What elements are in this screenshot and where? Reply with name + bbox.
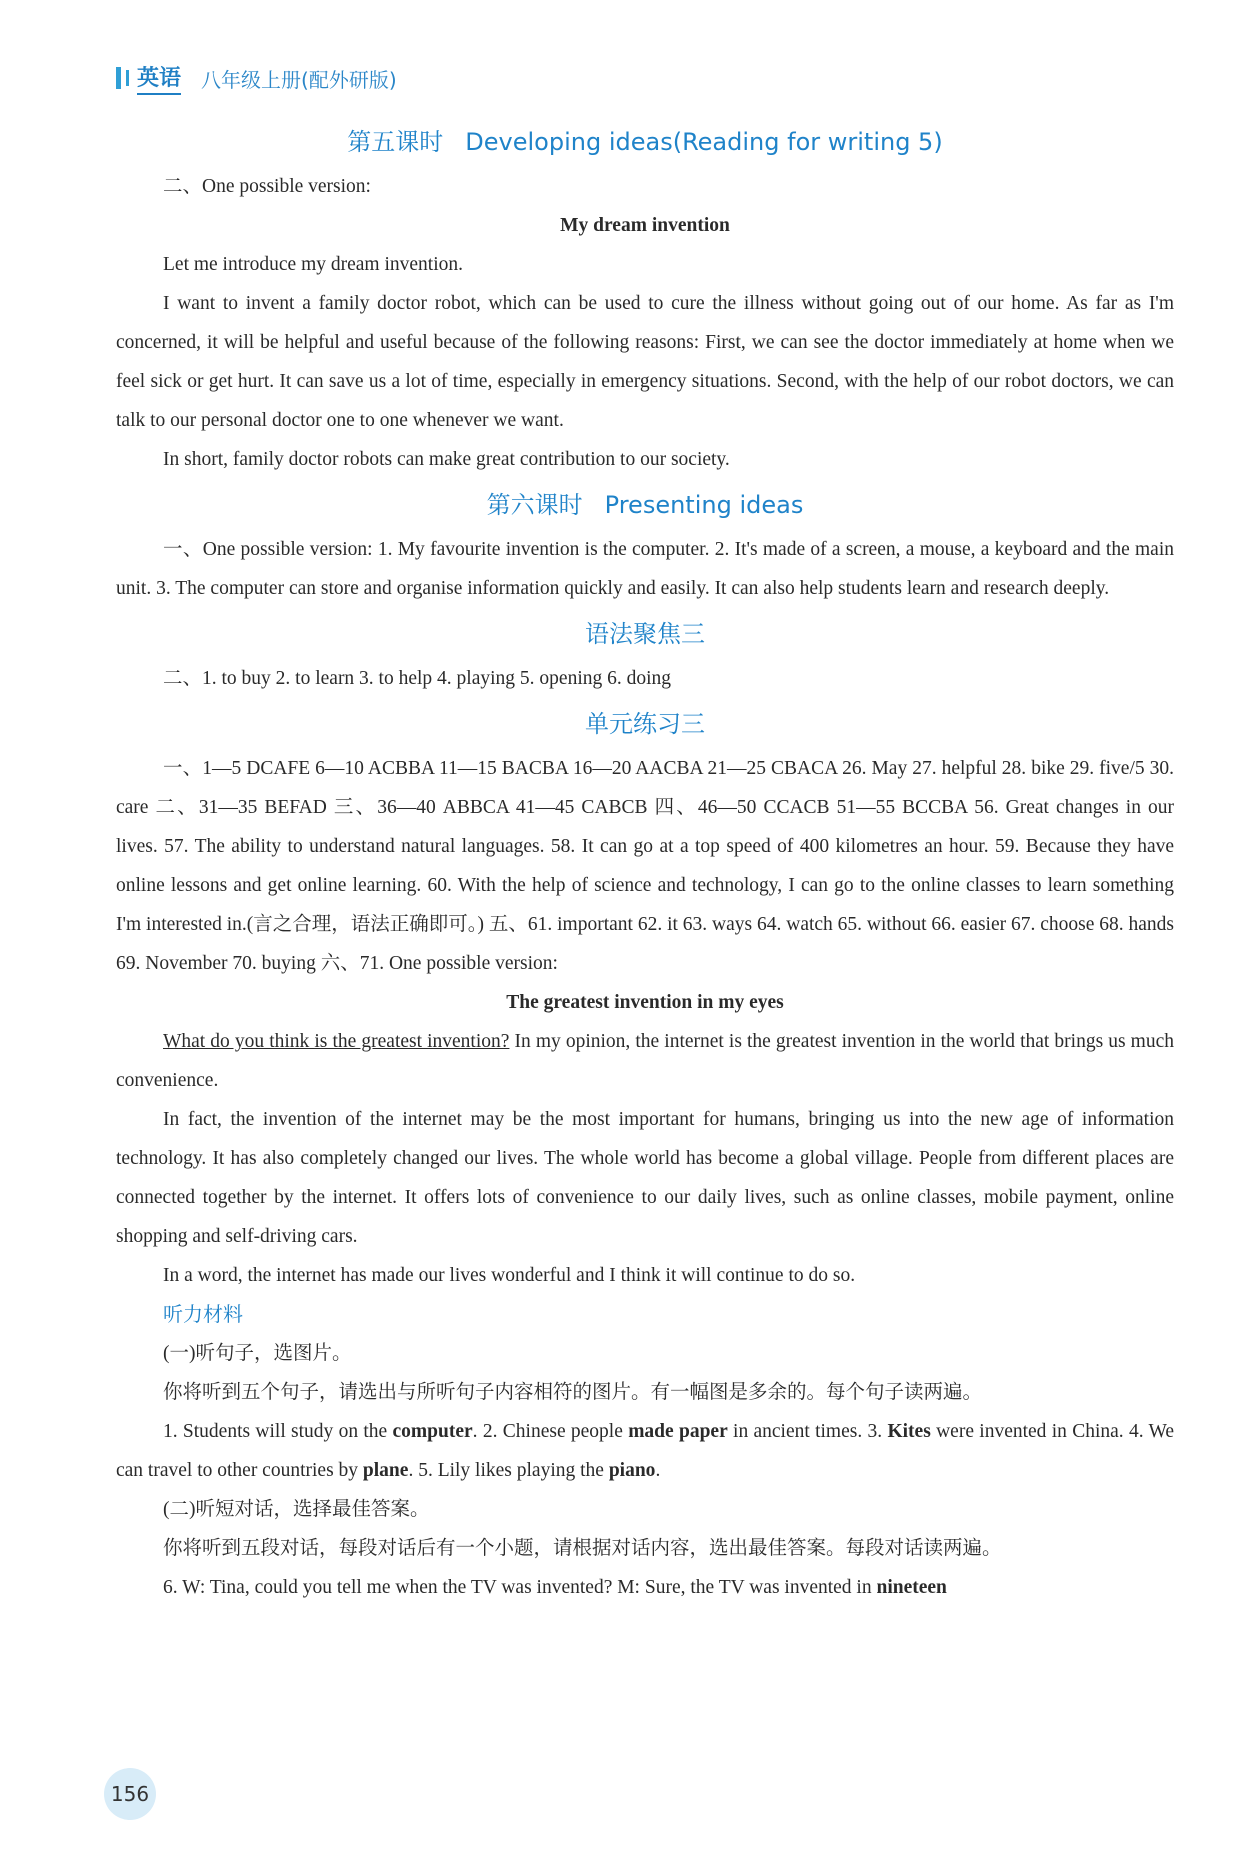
lesson5-essay-title: My dream invention: [560, 215, 730, 236]
sentence-text: were invented in China.: [930, 1421, 1129, 1442]
sentence-text: .: [472, 1421, 483, 1442]
sentence-text: .: [655, 1460, 661, 1481]
listening-part1-title: (一)听句子，选图片。: [163, 1343, 352, 1364]
keyword: nineteen: [876, 1577, 947, 1598]
lesson5-intro: 二、One possible version:: [163, 176, 371, 197]
lesson5-paragraph: In short, family doctor robots can make great contribution to our society.: [163, 449, 730, 470]
sentence-text: in ancient times.: [727, 1421, 868, 1442]
page-header: [116, 58, 1174, 98]
listening-title: 听力材料: [163, 1302, 243, 1326]
grammar-title: 语法聚焦三: [585, 620, 705, 648]
lesson5-title-cn: 第五课时: [347, 128, 444, 156]
keyword: piano: [608, 1460, 656, 1481]
sentence-text: 5. Lily likes playing the: [418, 1460, 609, 1481]
keyword: Kites: [887, 1421, 931, 1442]
sentence-text: .: [408, 1460, 419, 1481]
lesson5-title: [116, 122, 1174, 157]
keyword: made paper: [628, 1421, 728, 1442]
unit-essay-title: The greatest invention in my eyes: [506, 992, 784, 1013]
listening-part1-instructions: 你将听到五个句子，请选出与所听句子内容相符的图片。有一幅图是多余的。每个句子读两遍。: [163, 1382, 983, 1403]
listening-part2-instructions: 你将听到五段对话，每段对话后有一个小题，请根据对话内容，选出最佳答案。每段对话读两遍。: [163, 1538, 1002, 1559]
lesson5-paragraph: I want to invent a family doctor robot, which can be used to cure the illness without going out of our home. As far as I'm concerned, it will be helpful and useful because of the following reasons: First, we can see the doctor immediately at home when we feel sick or get hurt. It can save us a lot of time, especially in emergency situations. Second, with the help of our robot doctors, we can talk to our personal doctor one to one whenever we want.: [116, 293, 1174, 431]
sentence-text: 1. Students will study on the: [163, 1421, 393, 1442]
listening-q6: [116, 1568, 1174, 1607]
unit-essay-paragraph: [116, 1022, 1174, 1100]
listening-part1-sentences: [116, 1412, 1174, 1490]
sentence-text: 4. We can travel to other countries by: [116, 1421, 1175, 1481]
header-bar-icon: [126, 70, 129, 86]
keyword: plane: [362, 1460, 409, 1481]
lesson6-text: 一、One possible version: 1. My favourite invention is the computer. 2. It's made of a screen, a mouse, a keyboard and the main unit. 3. The computer can store and organise information quickly and easily. It can also help students learn and research deeply.: [116, 539, 1174, 599]
underlined-question: What do you think is the greatest invention?: [163, 1031, 510, 1052]
sentence-text: 2. Chinese people: [482, 1421, 629, 1442]
keyword: computer: [392, 1421, 473, 1442]
unit-essay-paragraph: In fact, the invention of the internet may be the most important for humans, bringing us into the new age of information technology. It has also completely changed our lives. The whole world has become a global village. People from different places are connected together by the internet. It offers lots of convenience to our daily lives, such as online classes, mobile payment, online shopping and self-driving cars.: [116, 1109, 1174, 1247]
header-bar-icon: [116, 67, 121, 89]
lesson6-title: [116, 485, 1174, 520]
lesson5-paragraph: Let me introduce my dream invention.: [163, 254, 463, 275]
grammar-answers: 二、1. to buy 2. to learn 3. to help 4. playing 5. opening 6. doing: [163, 668, 672, 689]
unit-answers: 一、1—5 DCAFE 6—10 ACBBA 11—15 BACBA 16—20 AACBA 21—25 CBACA 26. May 27. helpful 28. bike 29. five/5 30. care 二、31—35 BEFAD 三、36—40 ABBCA 41—45 CABCB 四、46—50 CCACB 51—55 BCCBA 56. Great changes in our lives. 57. The ability to understand natural languages. 58. It can go at a top speed of 400 kilometres an hour. 59. Because they have online lessons and get online learning. 60. With the help of science and technology, I can go to the online classes to learn something I'm interested in.(言之合理，语法正确即可。) 五、61. important 62. it 63. ways 64. watch 65. without 66. easier 67. choose 68. hands 69. November 70. buying 六、71. One possible version:: [116, 758, 1174, 974]
essay-first-rest: In my opinion, the internet is the greatest invention in the world that brings us much convenience.: [116, 1031, 1174, 1091]
listening-part2-title: (二)听短对话，选择最佳答案。: [163, 1499, 430, 1520]
unit-essay-paragraph: In a word, the internet has made our lives wonderful and I think it will continue to do so.: [163, 1265, 856, 1286]
subject-label: 英语: [137, 61, 181, 95]
sentence-text: 3.: [867, 1421, 888, 1442]
dialogue-text: 6. W: Tina, could you tell me when the TV was invented? M: Sure, the TV was invented in: [163, 1577, 877, 1598]
lesson6-title-en: Presenting ideas: [604, 491, 804, 519]
page-number: 156: [104, 1768, 156, 1820]
grade-label: 八年级上册(配外研版): [201, 67, 397, 92]
lesson6-title-cn: 第六课时: [486, 491, 583, 519]
unit-title: 单元练习三: [585, 710, 705, 738]
page-content: [116, 58, 1174, 1607]
lesson5-title-en: Developing ideas(Reading for writing 5): [465, 128, 943, 156]
